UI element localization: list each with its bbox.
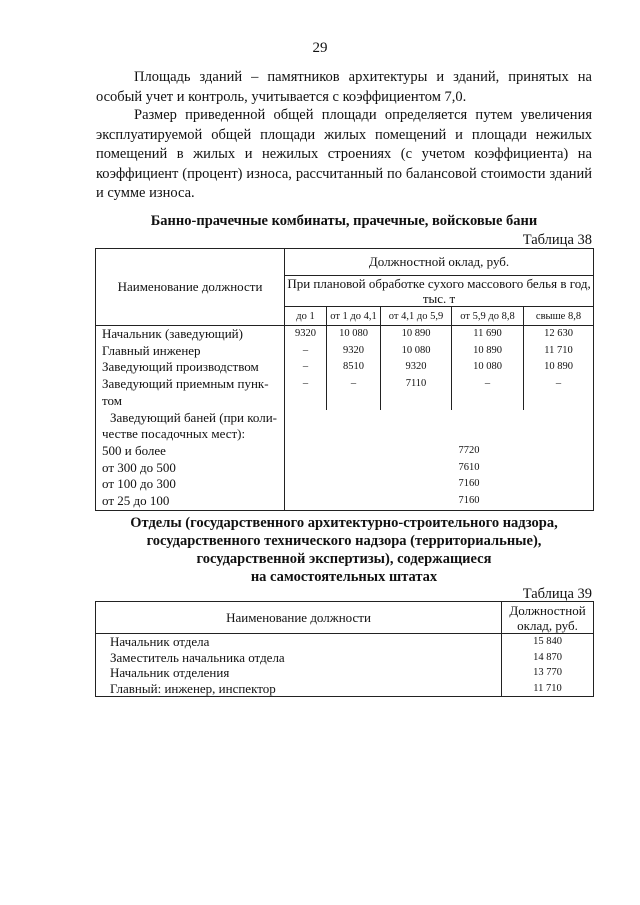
table-row bbox=[96, 460, 594, 477]
t38-cell: – bbox=[524, 376, 594, 393]
t38-cell: 8510 bbox=[327, 359, 381, 376]
t38-merged-cell: 7720 bbox=[285, 443, 594, 460]
t38-cell: 9320 bbox=[327, 343, 381, 360]
t38-cell: 9320 bbox=[285, 326, 327, 343]
t39-row-name: Заместитель начальника отдела bbox=[96, 650, 502, 666]
t38-row-name: 500 и более bbox=[96, 443, 285, 460]
t39-cell: 11 710 bbox=[502, 681, 594, 697]
t38-row-name: Главный инженер bbox=[96, 343, 285, 360]
t38-cell: 10 890 bbox=[524, 359, 594, 376]
table-row bbox=[96, 326, 594, 343]
t38-merged-cell: 7610 bbox=[285, 460, 594, 477]
t38-cell: – bbox=[285, 359, 327, 376]
t38-row-name: от 300 до 500 bbox=[96, 460, 285, 477]
table38-heading: Банно-прачечные комбинаты, прачечные, войсковые бани bbox=[150, 213, 538, 229]
table-38 bbox=[95, 248, 594, 511]
table-row bbox=[96, 393, 594, 410]
t38-row-name: Начальник (заведующий) bbox=[96, 326, 285, 343]
t38-merged-cell: 7160 bbox=[285, 476, 594, 493]
t39-row-name: Главный: инженер, инспектор bbox=[96, 681, 502, 697]
page-number: 29 bbox=[312, 40, 328, 56]
table-row bbox=[96, 493, 594, 510]
table-row bbox=[96, 650, 594, 666]
t38-cell: 7110 bbox=[381, 376, 452, 393]
table-row bbox=[96, 634, 594, 650]
t38-group-label: Заведующий баней (при коли- bbox=[96, 410, 285, 427]
table-row bbox=[96, 343, 594, 360]
t38-subheader: При плановой обработке сухого массового белья в год, тыс. т bbox=[285, 276, 594, 307]
t38-row-name-cont: том bbox=[96, 393, 285, 410]
table39-heading bbox=[96, 514, 592, 586]
t38-cell: 10 080 bbox=[327, 326, 381, 343]
t38-salary-header: Должностной оклад, руб. bbox=[285, 249, 594, 276]
t38-row-name: от 100 до 300 bbox=[96, 476, 285, 493]
table39-heading-line: Отделы (государственного архитектурно-строительного надзора, bbox=[130, 515, 558, 531]
t39-cell: 13 770 bbox=[502, 665, 594, 681]
t38-col-name-header: Наименование должности bbox=[96, 249, 285, 326]
table-row bbox=[96, 426, 594, 443]
t38-cell: 10 890 bbox=[452, 343, 524, 360]
t38-col-header: от 4,1 до 5,9 bbox=[381, 307, 452, 326]
t38-cell: – bbox=[285, 343, 327, 360]
t39-col-salary-header bbox=[502, 602, 594, 634]
t38-merged-cell: 7160 bbox=[285, 493, 594, 510]
table-row bbox=[96, 665, 594, 681]
table-row bbox=[96, 359, 594, 376]
t38-col-header: до 1 bbox=[285, 307, 327, 326]
table-row bbox=[96, 681, 594, 697]
table-row bbox=[96, 443, 594, 460]
t38-row-name: Заведующий производством bbox=[96, 359, 285, 376]
table39-number: Таблица 39 bbox=[522, 586, 592, 602]
t39-salary-header-line: оклад, руб. bbox=[517, 617, 578, 633]
table-row bbox=[96, 476, 594, 493]
t38-group-label-cont: честве посадочных мест): bbox=[96, 426, 285, 443]
t38-cell: 9320 bbox=[381, 359, 452, 376]
t38-cell: – bbox=[285, 376, 327, 393]
t38-cell: 11 690 bbox=[452, 326, 524, 343]
t38-col-header: свыше 8,8 bbox=[524, 307, 594, 326]
t38-cell: – bbox=[452, 376, 524, 393]
table39-heading-line: государственной экспертизы), содержащиеся bbox=[196, 551, 492, 567]
t38-cell: 10 080 bbox=[452, 359, 524, 376]
t38-cell: 12 630 bbox=[524, 326, 594, 343]
t39-cell: 14 870 bbox=[502, 650, 594, 666]
t39-col-name-header: Наименование должности bbox=[96, 602, 502, 634]
table39-heading-line: государственного технического надзора (территориальные), bbox=[146, 533, 542, 549]
table-row bbox=[96, 410, 594, 427]
table-row bbox=[96, 376, 594, 393]
t38-cell: – bbox=[327, 376, 381, 393]
paragraph-2: Размер приведенной общей площади определяется путем увеличения эксплуатируемой общей площади жилых помещений и площади нежилых помещений в жилых и нежилых строениях (с учетом коэффициента) на коэффициент (процент) износа, рассчитанный по балансовой стоимости зданий и сумме износа. bbox=[96, 107, 592, 201]
t38-row-name: Заведующий приемным пунк- bbox=[96, 376, 285, 393]
table39-heading-line: на самостоятельных штатах bbox=[250, 569, 438, 585]
table-39 bbox=[95, 601, 594, 697]
paragraph-1: Площадь зданий – памятников архитектуры и зданий, принятых на особый учет и контроль, учитывается с коэффициентом 7,0. bbox=[96, 69, 592, 105]
t38-cell: 11 710 bbox=[524, 343, 594, 360]
t39-row-name: Начальник отдела bbox=[96, 634, 502, 650]
t39-row-name: Начальник отделения bbox=[96, 665, 502, 681]
t39-salary-header-line: Должностной bbox=[509, 602, 586, 618]
t39-cell: 15 840 bbox=[502, 634, 594, 650]
t38-row-name: от 25 до 100 bbox=[96, 493, 285, 510]
t38-col-header: от 1 до 4,1 bbox=[327, 307, 381, 326]
t38-col-header: от 5,9 до 8,8 bbox=[452, 307, 524, 326]
t38-cell: 10 080 bbox=[381, 343, 452, 360]
t38-cell: 10 890 bbox=[381, 326, 452, 343]
table38-number: Таблица 38 bbox=[522, 232, 592, 248]
